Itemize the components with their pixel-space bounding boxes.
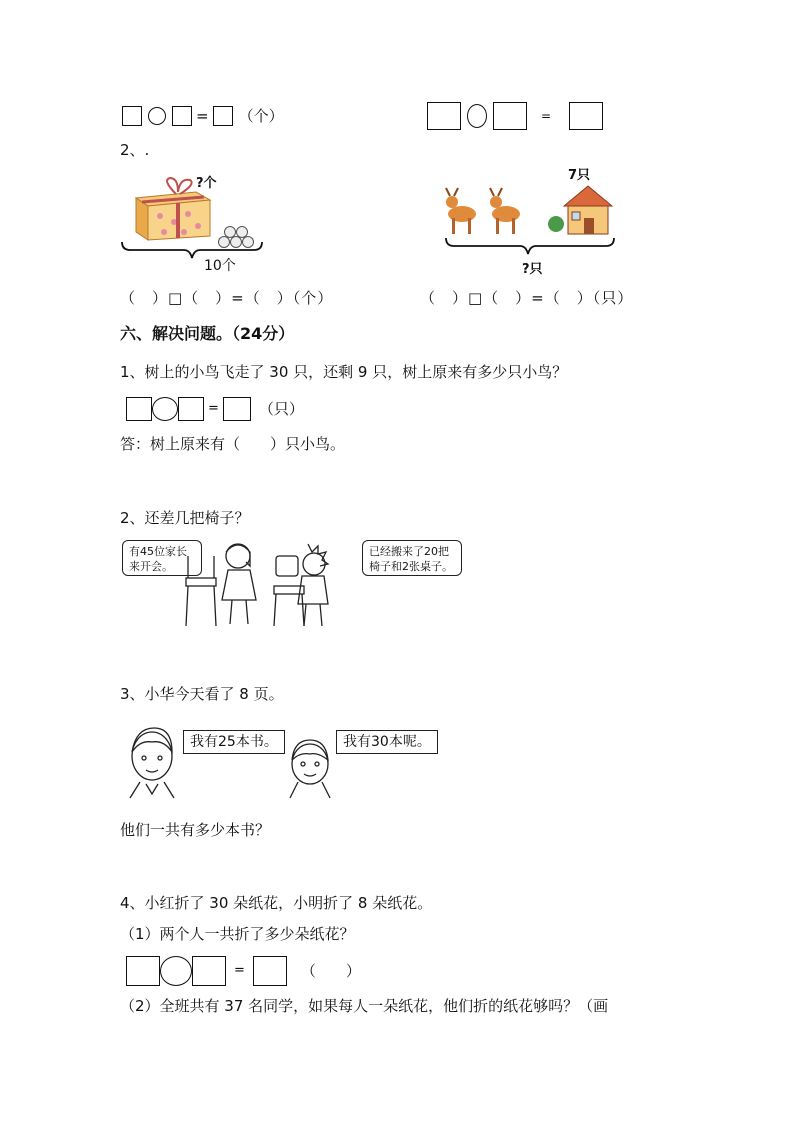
p1-question: 1、树上的小鸟飞走了 30 只，还剩 9 只，树上原来有多少只小鸟？ — [120, 363, 568, 381]
speech-bubble-left: 有45位家长来开会。 — [122, 540, 202, 576]
blank-box[interactable] — [493, 102, 527, 130]
equals-sign: = — [196, 107, 209, 125]
blank-box[interactable] — [126, 956, 160, 986]
p2-question: 2、还差几把椅子？ — [120, 509, 250, 527]
gift-illustration — [118, 170, 268, 280]
house-icon — [548, 186, 612, 234]
speech-bubble-right: 我有30本呢。 — [336, 730, 438, 754]
unit-label: （只） — [258, 400, 304, 418]
blank-box[interactable] — [122, 106, 142, 126]
speech-bubble-right: 已经搬来了20把椅子和2张桌子。 — [362, 540, 462, 576]
p1-answer: 答：树上原来有（ ）只小鸟。 — [120, 435, 346, 453]
speech-bubble-left: 我有25本书。 — [183, 730, 285, 754]
girl-icon — [222, 544, 256, 624]
p1-equation — [126, 397, 304, 421]
p3-followup: 他们一共有多少本书？ — [120, 821, 271, 839]
equals-sign: = — [234, 963, 245, 978]
p4-sub1: （1）两个人一共折了多少朵纸花？ — [120, 925, 355, 943]
gift-total-label: 10个 — [204, 258, 236, 274]
deer-total-label: ?只 — [522, 262, 543, 277]
q2-equation-right[interactable]: （ ）□（ ）=（ ）（只） — [420, 289, 634, 307]
p4-equation — [126, 956, 361, 986]
boy-face-illustration — [122, 722, 184, 800]
deer-icon — [490, 188, 520, 234]
blank-box[interactable] — [192, 956, 226, 986]
deer-top-label: 7只 — [568, 168, 591, 183]
p3-question: 3、小华今天看了 8 页。 — [120, 685, 284, 703]
operator-circle[interactable] — [467, 104, 487, 128]
girl-face-icon — [290, 740, 330, 798]
result-box[interactable] — [223, 397, 251, 421]
operator-circle[interactable] — [160, 956, 192, 986]
p4-sub2: （2）全班共有 37 名同学，如果每人一朵纸花，他们折的纸花够吗？（画 — [120, 997, 609, 1015]
gift-unknown-label: ?个 — [196, 176, 217, 191]
q2-title: 2、. — [120, 141, 150, 159]
boy-icon — [298, 544, 328, 626]
blank-box[interactable] — [172, 106, 192, 126]
girl-face-illustration — [282, 736, 342, 800]
top-equation-right — [427, 102, 603, 130]
unit-blank[interactable]: （ ） — [300, 962, 361, 980]
balls-icon — [219, 227, 254, 248]
top-equation-left — [122, 106, 284, 126]
operator-circle[interactable] — [148, 107, 166, 125]
p4-question: 4、小红折了 30 朵纸花，小明折了 8 朵纸花。 — [120, 894, 433, 912]
result-box[interactable] — [253, 956, 287, 986]
boy-face-icon — [130, 728, 174, 798]
blank-box[interactable] — [427, 102, 461, 130]
unit-label: （个） — [238, 107, 284, 125]
result-box[interactable] — [213, 106, 233, 126]
equals-sign: = — [541, 109, 552, 123]
equals-sign: = — [208, 401, 219, 416]
blank-box[interactable] — [178, 397, 204, 421]
deer-brace — [444, 236, 616, 260]
result-box[interactable] — [569, 102, 603, 130]
deer-icon — [446, 188, 476, 234]
blank-box[interactable] — [126, 397, 152, 421]
section-heading: 六、解决问题。（24分） — [120, 324, 295, 343]
people-with-chairs-illustration — [180, 540, 340, 632]
q2-equation-left[interactable]: （ ）□（ ）=（ ）（个） — [120, 289, 334, 307]
operator-circle[interactable] — [152, 397, 178, 421]
chair-icon — [186, 556, 216, 626]
